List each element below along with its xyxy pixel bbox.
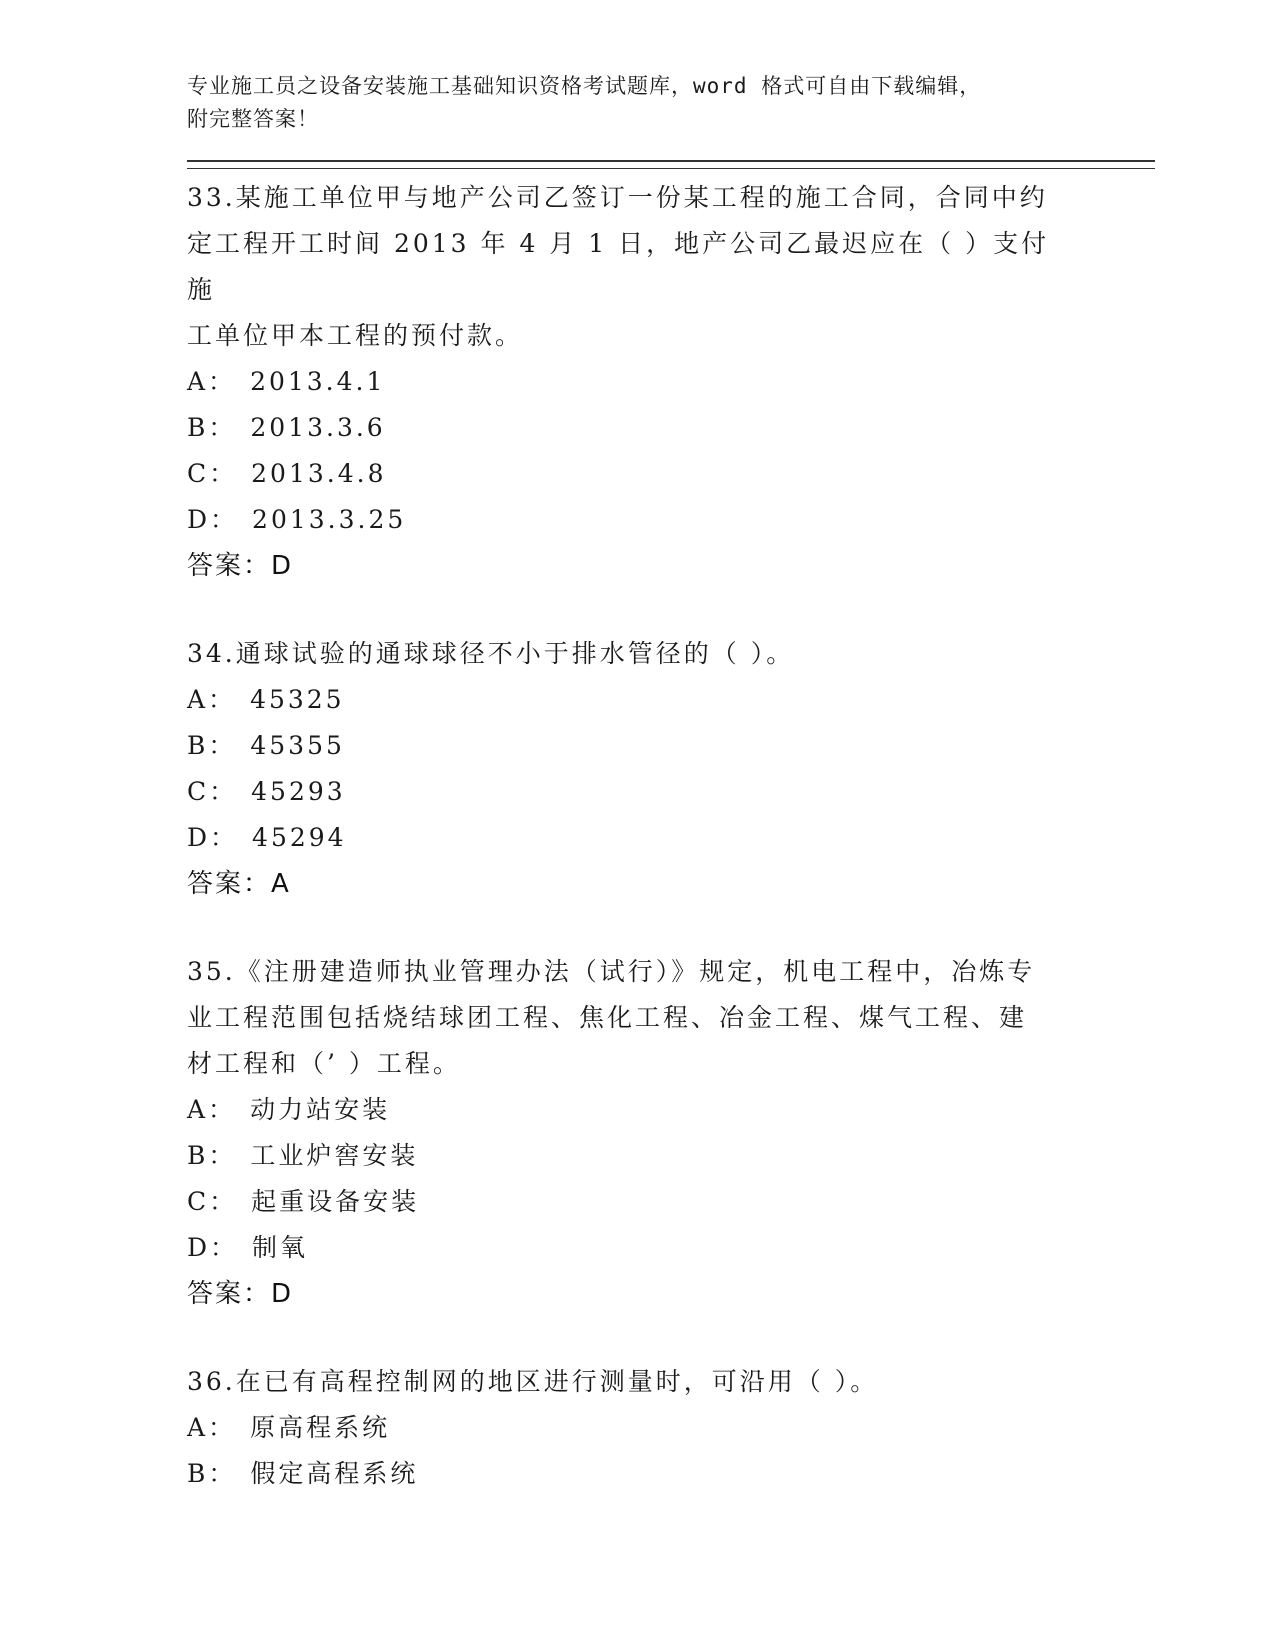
option-letter: A：	[187, 1095, 237, 1124]
question-text-line: 材工程和（’ ）工程。	[187, 1049, 461, 1078]
option-value: 45294	[252, 823, 347, 852]
question-text	[187, 1359, 1067, 1405]
header-line-2: 附完整答案！	[187, 107, 319, 131]
option-value: 2013.4.1	[250, 367, 386, 396]
option-value: 2013.3.25	[252, 505, 407, 534]
header-divider	[187, 160, 1155, 169]
answer-line: 答案：D	[187, 551, 294, 581]
option-value: 假定高程系统	[250, 1459, 419, 1488]
question-text	[187, 631, 1067, 677]
spacer	[187, 907, 1157, 949]
option-value: 2013.3.6	[250, 413, 386, 442]
option-a	[187, 677, 1157, 723]
option-letter: A：	[187, 367, 237, 396]
header-line-1: 专业施工员之设备安装施工基础知识资格考试题库，word 格式可自由下载编辑，	[187, 74, 982, 98]
option-letter: C：	[187, 1187, 238, 1216]
option-c	[187, 451, 1157, 497]
question-text-line: 33.某施工单位甲与地产公司乙签订一份某工程的施工合同，合同中约	[187, 183, 1048, 212]
question-34	[187, 631, 1157, 907]
option-value: 工业炉窖安装	[250, 1141, 419, 1170]
option-value: 45355	[250, 731, 345, 760]
question-text	[187, 175, 1067, 359]
option-b	[187, 405, 1157, 451]
question-text-line: 36.在已有高程控制网的地区进行测量时，可沿用（ ）。	[187, 1367, 879, 1396]
option-letter: B：	[187, 1459, 237, 1488]
question-text	[187, 949, 1067, 1087]
option-d	[187, 1225, 1157, 1271]
option-value: 起重设备安装	[251, 1187, 420, 1216]
option-d	[187, 815, 1157, 861]
document-page	[187, 70, 1157, 1497]
option-c	[187, 769, 1157, 815]
question-text-line: 34.通球试验的通球球径不小于排水管径的（ ）。	[187, 639, 795, 668]
option-letter: D：	[187, 823, 239, 852]
option-value: 原高程系统	[250, 1413, 391, 1442]
option-b	[187, 723, 1157, 769]
question-text-line: 工单位甲本工程的预付款。	[187, 321, 524, 350]
option-letter: C：	[187, 777, 238, 806]
option-value: 2013.4.8	[251, 459, 387, 488]
option-letter: D：	[187, 1233, 239, 1262]
spacer	[187, 589, 1157, 631]
option-a	[187, 359, 1157, 405]
question-36	[187, 1359, 1157, 1497]
option-value: 动力站安装	[250, 1095, 391, 1124]
question-text-line: 业工程范围包括烧结球团工程、焦化工程、冶金工程、煤气工程、建	[187, 1003, 1028, 1032]
spacer	[187, 1317, 1157, 1359]
option-b	[187, 1133, 1157, 1179]
question-text-line: 定工程开工时间 2013 年 4 月 1 日，地产公司乙最迟应在（ ）支付施	[187, 229, 1050, 304]
option-letter: B：	[187, 731, 237, 760]
option-b	[187, 1451, 1157, 1497]
question-35	[187, 949, 1157, 1317]
answer-line: 答案：A	[187, 869, 291, 899]
question-text-line: 35.《注册建造师执业管理办法（试行）》规定，机电工程中，冶炼专	[187, 957, 1036, 986]
option-letter: C：	[187, 459, 238, 488]
option-letter: B：	[187, 1141, 237, 1170]
question-33	[187, 175, 1157, 589]
document-header	[187, 70, 1157, 136]
option-value: 45293	[251, 777, 346, 806]
option-letter: A：	[187, 685, 237, 714]
option-c	[187, 1179, 1157, 1225]
option-letter: A：	[187, 1413, 237, 1442]
option-d	[187, 497, 1157, 543]
option-letter: D：	[187, 505, 239, 534]
option-letter: B：	[187, 413, 237, 442]
option-value: 45325	[250, 685, 345, 714]
answer-line: 答案：D	[187, 1279, 294, 1309]
option-value: 制氧	[252, 1233, 309, 1262]
option-a	[187, 1405, 1157, 1451]
option-a	[187, 1087, 1157, 1133]
